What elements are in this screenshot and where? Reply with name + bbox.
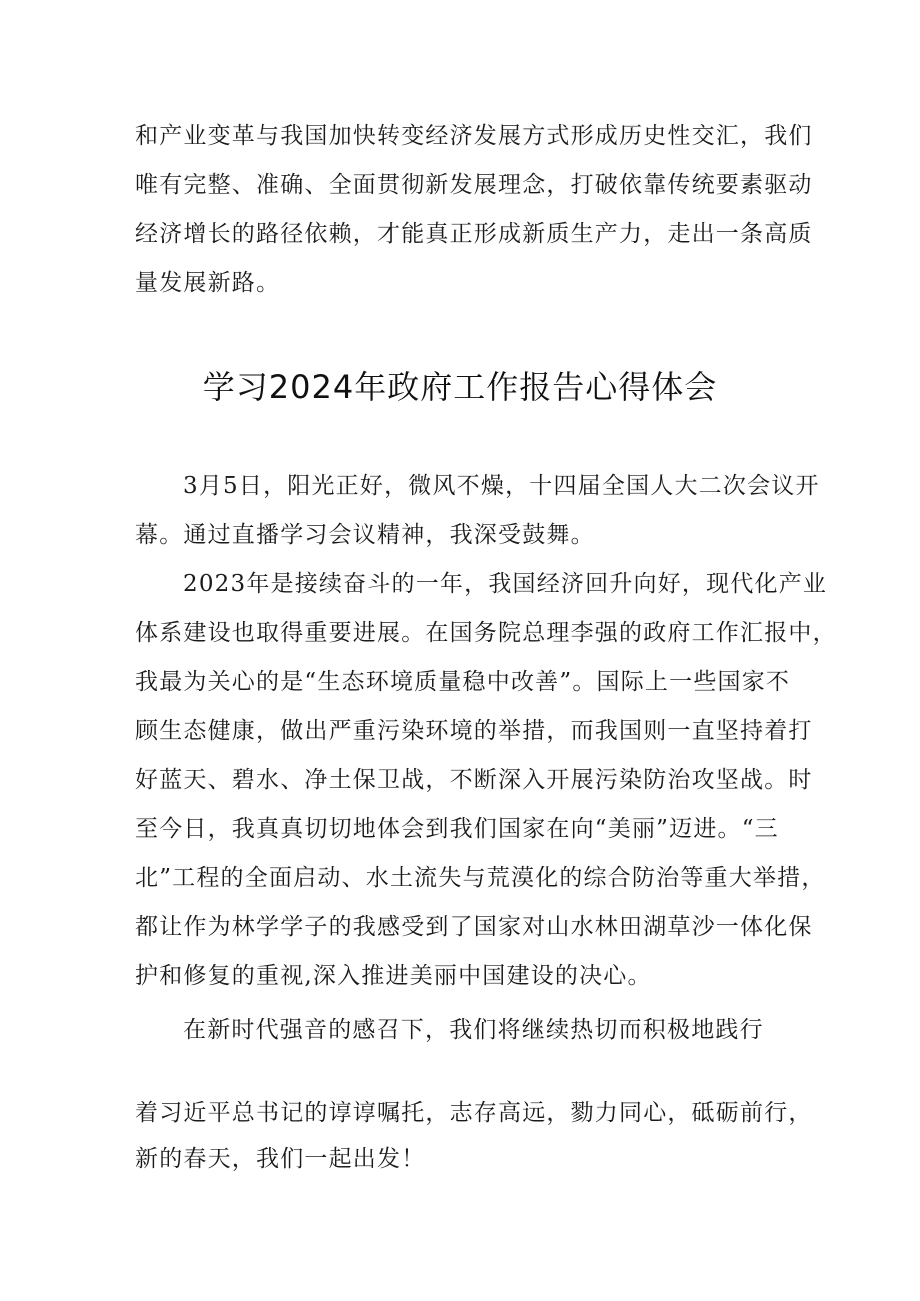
text-line: 着习近平总书记的谆谆嘱托，志存高远，勠力同心，砥砺前行， <box>135 1100 813 1126</box>
text-line: 在新时代强音的感召下，我们将继续热切而积极地践行 <box>183 1017 764 1043</box>
text-line: 量发展新路。 <box>135 270 281 296</box>
text-line: 北”工程的全面启动、水土流失与荒漠化的综合防治等重大举措， <box>135 865 826 891</box>
text-line: 新的春天，我们一起出发！ <box>135 1146 426 1172</box>
text-line: 3月5日，阳光正好，微风不燥，十四届全国人大二次会议开 <box>183 473 820 499</box>
text-line: 经济增长的路径依赖，才能真正形成新质生产力，走出一条高质 <box>135 221 813 247</box>
text-line: 至今日，我真真切切地体会到我们国家在向“美丽”迈进。“三 <box>135 816 779 842</box>
text-line: 唯有完整、准确、全面贯彻新发展理念，打破依靠传统要素驱动 <box>135 172 813 198</box>
text-line: 体系建设也取得重要进展。在国务院总理李强的政府工作汇报中， <box>135 620 837 646</box>
text-line: 护和修复的重视,深入推进美丽中国建设的决心。 <box>135 963 652 989</box>
document-title: 学习2024年政府工作报告心得体会 <box>202 368 718 406</box>
text-line: 和产业变革与我国加快转变经济发展方式形成历史性交汇，我们 <box>135 123 813 149</box>
text-line: 都让作为林学学子的我感受到了国家对山水林田湖草沙一体化保 <box>135 914 813 940</box>
text-line: 我最为关心的是“生态环境质量稳中改善”。国际上一些国家不 <box>135 669 791 695</box>
text-line: 幕。通过直播学习会议精神，我深受鼓舞。 <box>135 522 595 548</box>
text-line: 2023年是接续奋斗的一年，我国经济回升向好，现代化产业 <box>183 571 828 597</box>
text-line: 好蓝天、碧水、净土保卫战，不断深入开展污染防治攻坚战。时 <box>135 767 813 793</box>
text-line: 顾生态健康，做出严重污染环境的举措，而我国则一直坚持着打 <box>135 718 813 744</box>
